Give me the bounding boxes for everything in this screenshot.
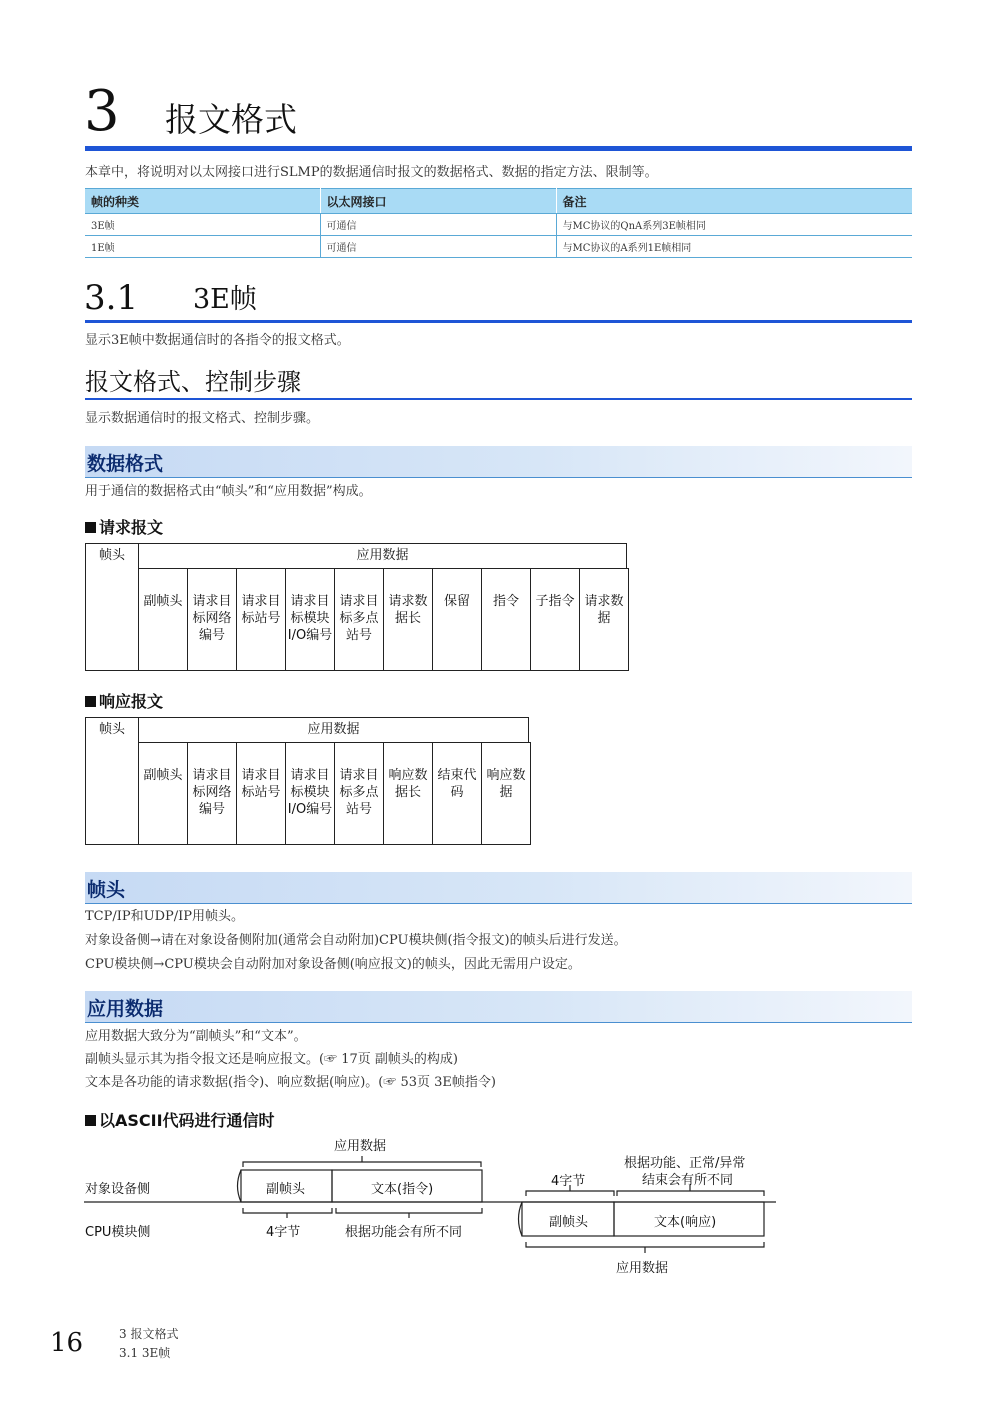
status-label-1: 根据功能、正常/异常 [624,1156,746,1171]
request-field-cell: 请求目标站号 [236,568,286,671]
section-number: 3.1 [84,278,139,318]
request-title: 请求报文 [85,515,163,538]
text-command-label: 文本(指令) [371,1182,434,1197]
app-data-line: 应用数据大致分为“副帧头”和“文本”。 [85,1029,307,1044]
frame-header-heading: 帧头 [85,872,912,904]
chapter-title: 报文格式 [165,100,297,139]
status-label-2: 结束会有所不同 [642,1173,734,1188]
table-header-cell: 备注 [556,189,912,214]
frame-header-line: TCP/IP和UDP/IP用帧头。 [85,909,245,924]
brace-bytes-top [526,1191,614,1196]
app-data-line[interactable]: 文本是各功能的请求数据(指令)、响应数据(响应)。(☞ 53页 3E帧指令) [85,1075,496,1090]
response-app-data-cell: 应用数据 [138,717,529,743]
frame-header-line: 对象设备侧→请在对象设备侧附加(通常会自动附加)CPU模块侧(指令报文)的帧头后进行发送。 [85,933,627,948]
response-header-cell: 帧头 [85,717,139,845]
chapter-number: 3 [84,79,120,144]
table-cell: 与MC协议的A系列1E帧相同 [556,236,912,258]
ascii-title: 以ASCII代码进行通信时 [85,1108,275,1131]
frame-header-line: CPU模块侧→CPU模块会自动附加对象设备侧(响应报文)的帧头，因此无需用户设定。 [85,957,581,972]
table-cell: 与MC协议的QnA系列3E帧相同 [556,214,912,236]
response-field-cell: 结束代码 [432,742,482,845]
response-field-cell: 响应数据 [481,742,531,845]
response-field-cell: 请求目标站号 [236,742,286,845]
bytes-top-label: 4字节 [551,1174,586,1189]
app-label-bottom: 应用数据 [616,1261,669,1276]
table-cell: 3E帧 [85,214,320,236]
data-format-heading: 数据格式 [85,446,912,478]
brace-top-command [243,1162,481,1167]
section-desc: 显示3E帧中数据通信时的各指令的报文格式。 [85,333,350,348]
response-field-cell: 请求目标模块I/O编号 [285,742,335,845]
request-field-cell: 请求数据 [579,568,629,671]
response-title: 响应报文 [85,689,163,712]
brace-varies [336,1208,482,1213]
section-title: 3E帧 [193,284,257,315]
page-number: 16 [50,1328,84,1358]
target-side-label: 对象设备侧 [85,1182,151,1197]
table-cell: 可通信 [320,214,556,236]
chapter-intro: 本章中，将说明对以太网接口进行SLMP的数据通信时报文的数据格式、数据的指定方法、限制等。 [85,165,658,180]
response-field-cell: 副帧头 [138,742,188,845]
subsection-title: 报文格式、控制步骤 [85,368,301,396]
request-field-cell: 保留 [432,568,482,671]
response-field-cell: 请求目标多点站号 [334,742,384,845]
request-header-cell: 帧头 [85,543,139,671]
subsection-desc: 显示数据通信时的报文格式、控制步骤。 [85,411,320,426]
table-header-cell: 帧的种类 [85,189,320,214]
brace-status [617,1191,764,1196]
sub-header-resp-label: 副帧头 [549,1215,589,1230]
request-field-cell: 请求数据长 [383,568,433,671]
table-header-cell: 以太网接口 [320,189,556,214]
brace-bytes [243,1208,332,1213]
app-data-heading: 应用数据 [85,991,912,1023]
varies-label: 根据功能会有所不同 [345,1225,463,1240]
sub-header-label: 副帧头 [266,1182,306,1197]
brace-app-bottom [526,1242,764,1247]
request-app-data-cell: 应用数据 [138,543,627,569]
request-field-cell: 子指令 [530,568,580,671]
request-field-cell: 指令 [481,568,531,671]
request-field-cell: 请求目标模块I/O编号 [285,568,335,671]
app-data-line[interactable]: 副帧头显示其为指令报文还是响应报文。(☞ 17页 副帧头的构成) [85,1052,458,1067]
response-field-cell: 响应数据长 [383,742,433,845]
response-field-cell: 请求目标网络编号 [187,742,237,845]
app-label-top: 应用数据 [334,1139,387,1154]
text-resp-label: 文本(响应) [654,1215,717,1230]
data-format-desc: 用于通信的数据格式由“帧头”和“应用数据”构成。 [85,484,372,499]
bytes-bottom-label: 4字节 [266,1225,301,1240]
footer-section: 3.1 3E帧 [119,1346,171,1360]
request-field-cell: 副帧头 [138,568,188,671]
footer-chapter: 3 报文格式 [119,1327,179,1341]
table-cell: 可通信 [320,236,556,258]
table-cell: 1E帧 [85,236,320,258]
request-field-cell: 请求目标多点站号 [334,568,384,671]
request-field-cell: 请求目标网络编号 [187,568,237,671]
cpu-side-label: CPU模块侧 [85,1225,151,1240]
